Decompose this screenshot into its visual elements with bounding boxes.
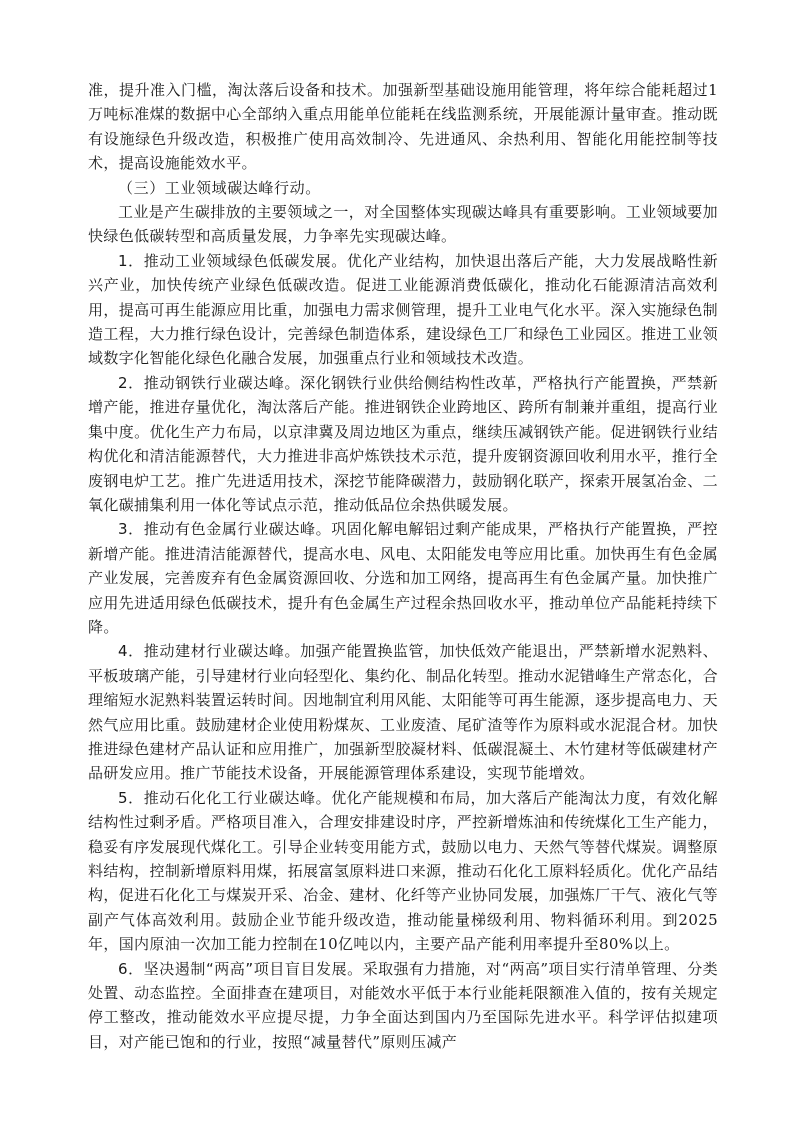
item-lead: 5．推动石化化工行业碳达峰。 [118,788,332,807]
item-paragraph-6 [88,957,718,1055]
continued-paragraph: 准，提升准入门槛，淘汰落后设备和技术。加强新型基础设施用能管理，将年综合能耗超过1万吨标准煤的数据中心全部纳入重点用能单位能耗在线监测系统，开展能源计量审查。推动既有设施绿色升级改造，积极推广使用高效制冷、先进通风、余热利用、智能化用能控制等技术，提高设施能效水平。 [88,81,718,173]
item-lead: 2．推动钢铁行业碳达峰。 [118,373,301,392]
item-lead: 1．推动工业领域绿色低碳发展。 [118,251,347,270]
item-paragraph-4 [88,639,718,785]
section-heading: （三）工业领域碳达峰行动。 [118,178,321,197]
item-lead: 3．推动有色金属行业碳达峰。 [118,520,332,539]
item-lead: 6．坚决遏制“两高”项目盲目发展。 [118,959,363,978]
item-lead: 4．推动建材行业碳达峰。 [118,642,301,661]
item-body: 采取强有力措施，对“两高”项目实行清单管理、分类处置、动态监控。全面排查在建项目，对能效水平低于本行业能耗限额准入值的，按有关规定停工整改，推动能效水平应提尽提，力争全面达到国内乃至国际先进水平。科学评估拟建项目，对产能已饱和的行业，按照“减量替代”原则压减产 [88,959,718,1051]
section-intro: 工业是产生碳排放的主要领域之一，对全国整体实现碳达峰具有重要影响。工业领域要加快绿色低碳转型和高质量发展，力争率先实现碳达峰。 [88,203,718,246]
item-body: 巩固化解电解铝过剩产能成果，严格执行产能置换，严控新增产能。推进清洁能源替代，提高水电、风电、太阳能发电等应用比重。加快再生有色金属产业发展，完善废弃有色金属资源回收、分选和加工网络，提高再生有色金属产量。加快推广应用先进适用绿色低碳技术，提升有色金属生产过程余热回收水平，推动单位产品能耗持续下降。 [88,520,718,636]
item-body: 加强产能置换监管，加快低效产能退出，严禁新增水泥熟料、平板玻璃产能，引导建材行业向轻型化、集约化、制品化转型。推动水泥错峰生产常态化，合理缩短水泥熟料装置运转时间。因地制宜利用风能、太阳能等可再生能源，逐步提高电力、天然气应用比重。鼓励建材企业使用粉煤灰、工业废渣、尾矿渣等作为原料或水泥混合材。加快推进绿色建材产品认证和应用推广，加强新型胶凝材料、低碳混凝土、木竹建材等低碳建材产品研发应用。推广节能技术设备，开展能源管理体系建设，实现节能增效。 [88,642,718,783]
item-paragraph-3 [88,517,718,639]
item-paragraph-2 [88,371,718,517]
item-body: 优化产能规模和布局，加大落后产能淘汰力度，有效化解结构性过剩矛盾。严格项目准入，合理安排建设时序，严控新增炼油和传统煤化工生产能力，稳妥有序发展现代煤化工。引导企业转变用能方式，鼓励以电力、天然气等替代煤炭。调整原料结构，控制新增原料用煤，拓展富氢原料进口来源，推动石化化工原料轻质化。优化产品结构，促进石化化工与煤炭开采、冶金、建材、化纤等产业协同发展，加强炼厂干气、液化气等副产气体高效利用。鼓励企业节能升级改造，推动能量梯级利用、物料循环利用。到2025年，国内原油一次加工能力控制在10亿吨以内，主要产品产能利用率提升至80%以上。 [88,788,718,954]
item-paragraph-5 [88,786,718,957]
item-body: 优化产业结构，加快退出落后产能，大力发展战略性新兴产业，加快传统产业绿色低碳改造。促进工业能源消费低碳化，推动化石能源清洁高效利用，提高可再生能源应用比重，加强电力需求侧管理，提升工业电气化水平。深入实施绿色制造工程，大力推行绿色设计，完善绿色制造体系，建设绿色工厂和绿色工业园区。推进工业领域数字化智能化绿色化融合发展，加强重点行业和领域技术改造。 [88,251,718,368]
item-paragraph-1 [88,249,718,371]
item-body: 深化钢铁行业供给侧结构性改革，严格执行产能置换，严禁新增产能，推进存量优化，淘汰落后产能。推进钢铁企业跨地区、跨所有制兼并重组，提高行业集中度。优化生产力布局，以京津冀及周边地区为重点，继续压减钢铁产能。促进钢铁行业结构优化和清洁能源替代，大力推进非高炉炼铁技术示范，提升废钢资源回收利用水平，推行全废钢电炉工艺。推广先进适用技术，深挖节能降碳潜力，鼓励钢化联产，探索开展氢冶金、二氧化碳捕集利用一体化等试点示范，推动低品位余热供暖发展。 [88,373,718,514]
document-body [88,78,718,1054]
